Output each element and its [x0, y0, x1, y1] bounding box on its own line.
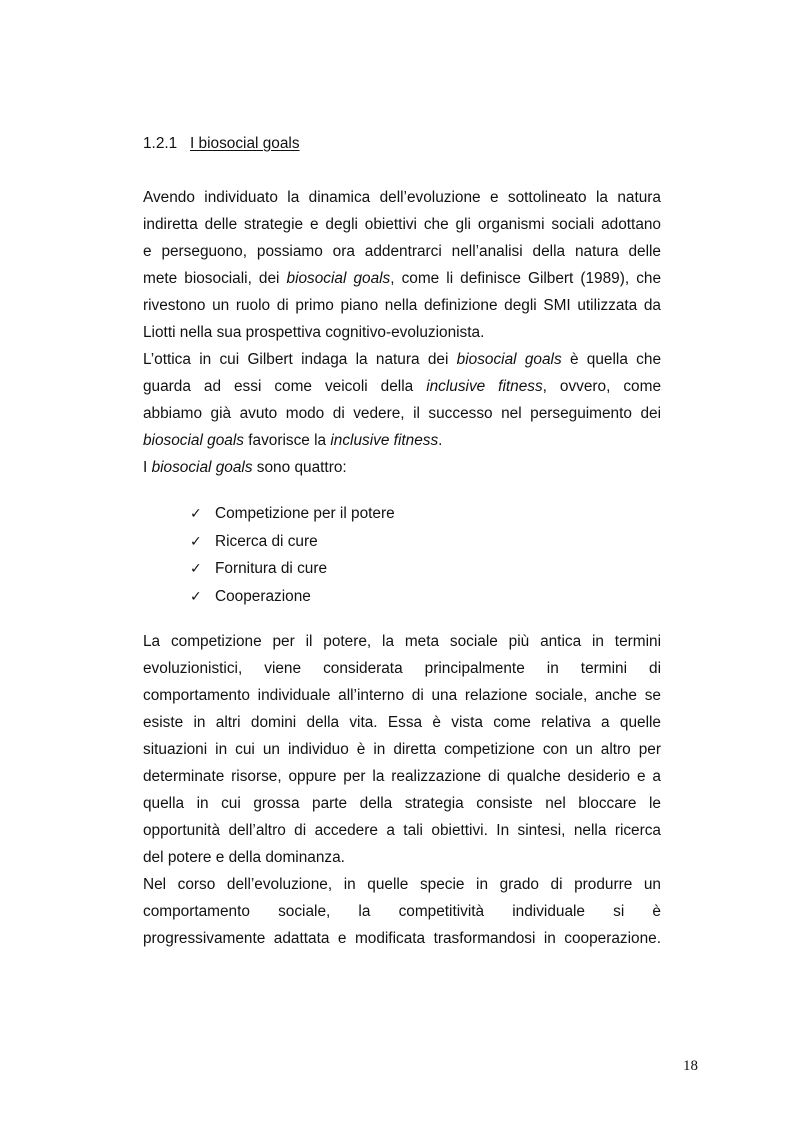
paragraph-line: rivestono un ruolo di primo piano nella definizione degli SMI utilizzata da [143, 297, 661, 314]
checkmark-icon: ✓ [190, 561, 202, 578]
paragraph-line: esiste in altri domini della vita. Essa è vista come relativa a quelle [143, 713, 661, 731]
page-content [143, 130, 661, 952]
italic-term: biosocial goals [143, 432, 244, 449]
section-heading [143, 130, 661, 157]
biosocial-goals-list [143, 500, 661, 611]
list-item: ✓ Cooperazione [143, 583, 661, 611]
paragraph-line: indiretta delle strategie e degli obiettivi che gli organismi sociali adottano [143, 216, 661, 233]
paragraph-line: progressivamente adattata e modificata trasformandosi in cooperazione. [143, 929, 661, 947]
section-number: 1.2.1 [143, 135, 178, 152]
italic-term: biosocial goals [456, 351, 562, 368]
heading-spacer [143, 157, 661, 184]
italic-term: biosocial goals [286, 270, 391, 287]
list-item: ✓ Competizione per il potere [143, 500, 661, 528]
paragraph-line: opportunità dell’altro di accedere a tali obiettivi. In sintesi, nella ricerca [143, 821, 661, 839]
section-title: I biosocial goals [190, 135, 300, 152]
paragraph-line: biosocial goals favorisce la inclusive fitness. [143, 432, 443, 449]
checkmark-icon: ✓ [190, 506, 202, 522]
paragraph-line: situazioni in cui un individuo è in diretta competizione con un altro per [143, 740, 661, 758]
list-item: ✓ Fornitura di cure [143, 555, 661, 583]
paragraph-line: mete biosociali, dei biosocial goals, come li definisce Gilbert (1989), che [143, 270, 662, 287]
paragraph-line: quella in cui grossa parte della strategia consiste nel bloccare le [143, 794, 661, 812]
paragraph-line: L’ottica in cui Gilbert indaga la natura dei biosocial goals è quella che [143, 351, 662, 368]
paragraph-line: determinate risorse, oppure per la realizzazione di qualche desiderio e a [143, 767, 661, 785]
paragraph-line: La competizione per il potere, la meta sociale più antica in termini [143, 632, 661, 650]
paragraph-line: Nel corso dell’evoluzione, in quelle specie in grado di produrre un [143, 875, 661, 893]
paragraph-line: Avendo individuato la dinamica dell’evoluzione e sottolineato la natura [143, 189, 661, 206]
paragraph-line: guarda ad essi come veicoli della inclusive fitness, ovvero, come [143, 378, 662, 395]
paragraph-line: del potere e della dominanza. [143, 848, 345, 866]
paragraph-line: abbiamo già avuto modo di vedere, il successo nel perseguimento dei [143, 405, 661, 422]
list-spacer [143, 611, 661, 628]
list-intro: I biosocial goals sono quattro: [143, 459, 347, 476]
list-item: ✓ Ricerca di cure [143, 528, 661, 556]
paragraph-line: evoluzionistici, viene considerata principalmente in termini di [143, 659, 661, 677]
page-number: 18 [683, 1058, 698, 1074]
paragraph-gilbert [143, 346, 661, 454]
paragraph-line: comportamento individuale all’interno di una relazione sociale, anche se [143, 686, 661, 704]
list-spacer [143, 481, 661, 500]
checkmark-icon: ✓ [190, 533, 202, 550]
checkmark-icon: ✓ [190, 589, 202, 606]
paragraph-evolution [143, 871, 661, 952]
italic-term: biosocial goals [151, 459, 253, 476]
paragraph-line: comportamento sociale, la competitività individuale si è [143, 902, 661, 920]
paragraph-line: Liotti nella sua prospettiva cognitivo-evoluzionista. [143, 324, 485, 341]
paragraph-intro [143, 184, 661, 346]
paragraph-competition [143, 628, 661, 871]
italic-term: inclusive fitness [330, 432, 439, 449]
italic-term: inclusive fitness [426, 378, 543, 395]
paragraph-line: e perseguono, possiamo ora addentrarci nell’analisi della natura delle [143, 243, 661, 260]
